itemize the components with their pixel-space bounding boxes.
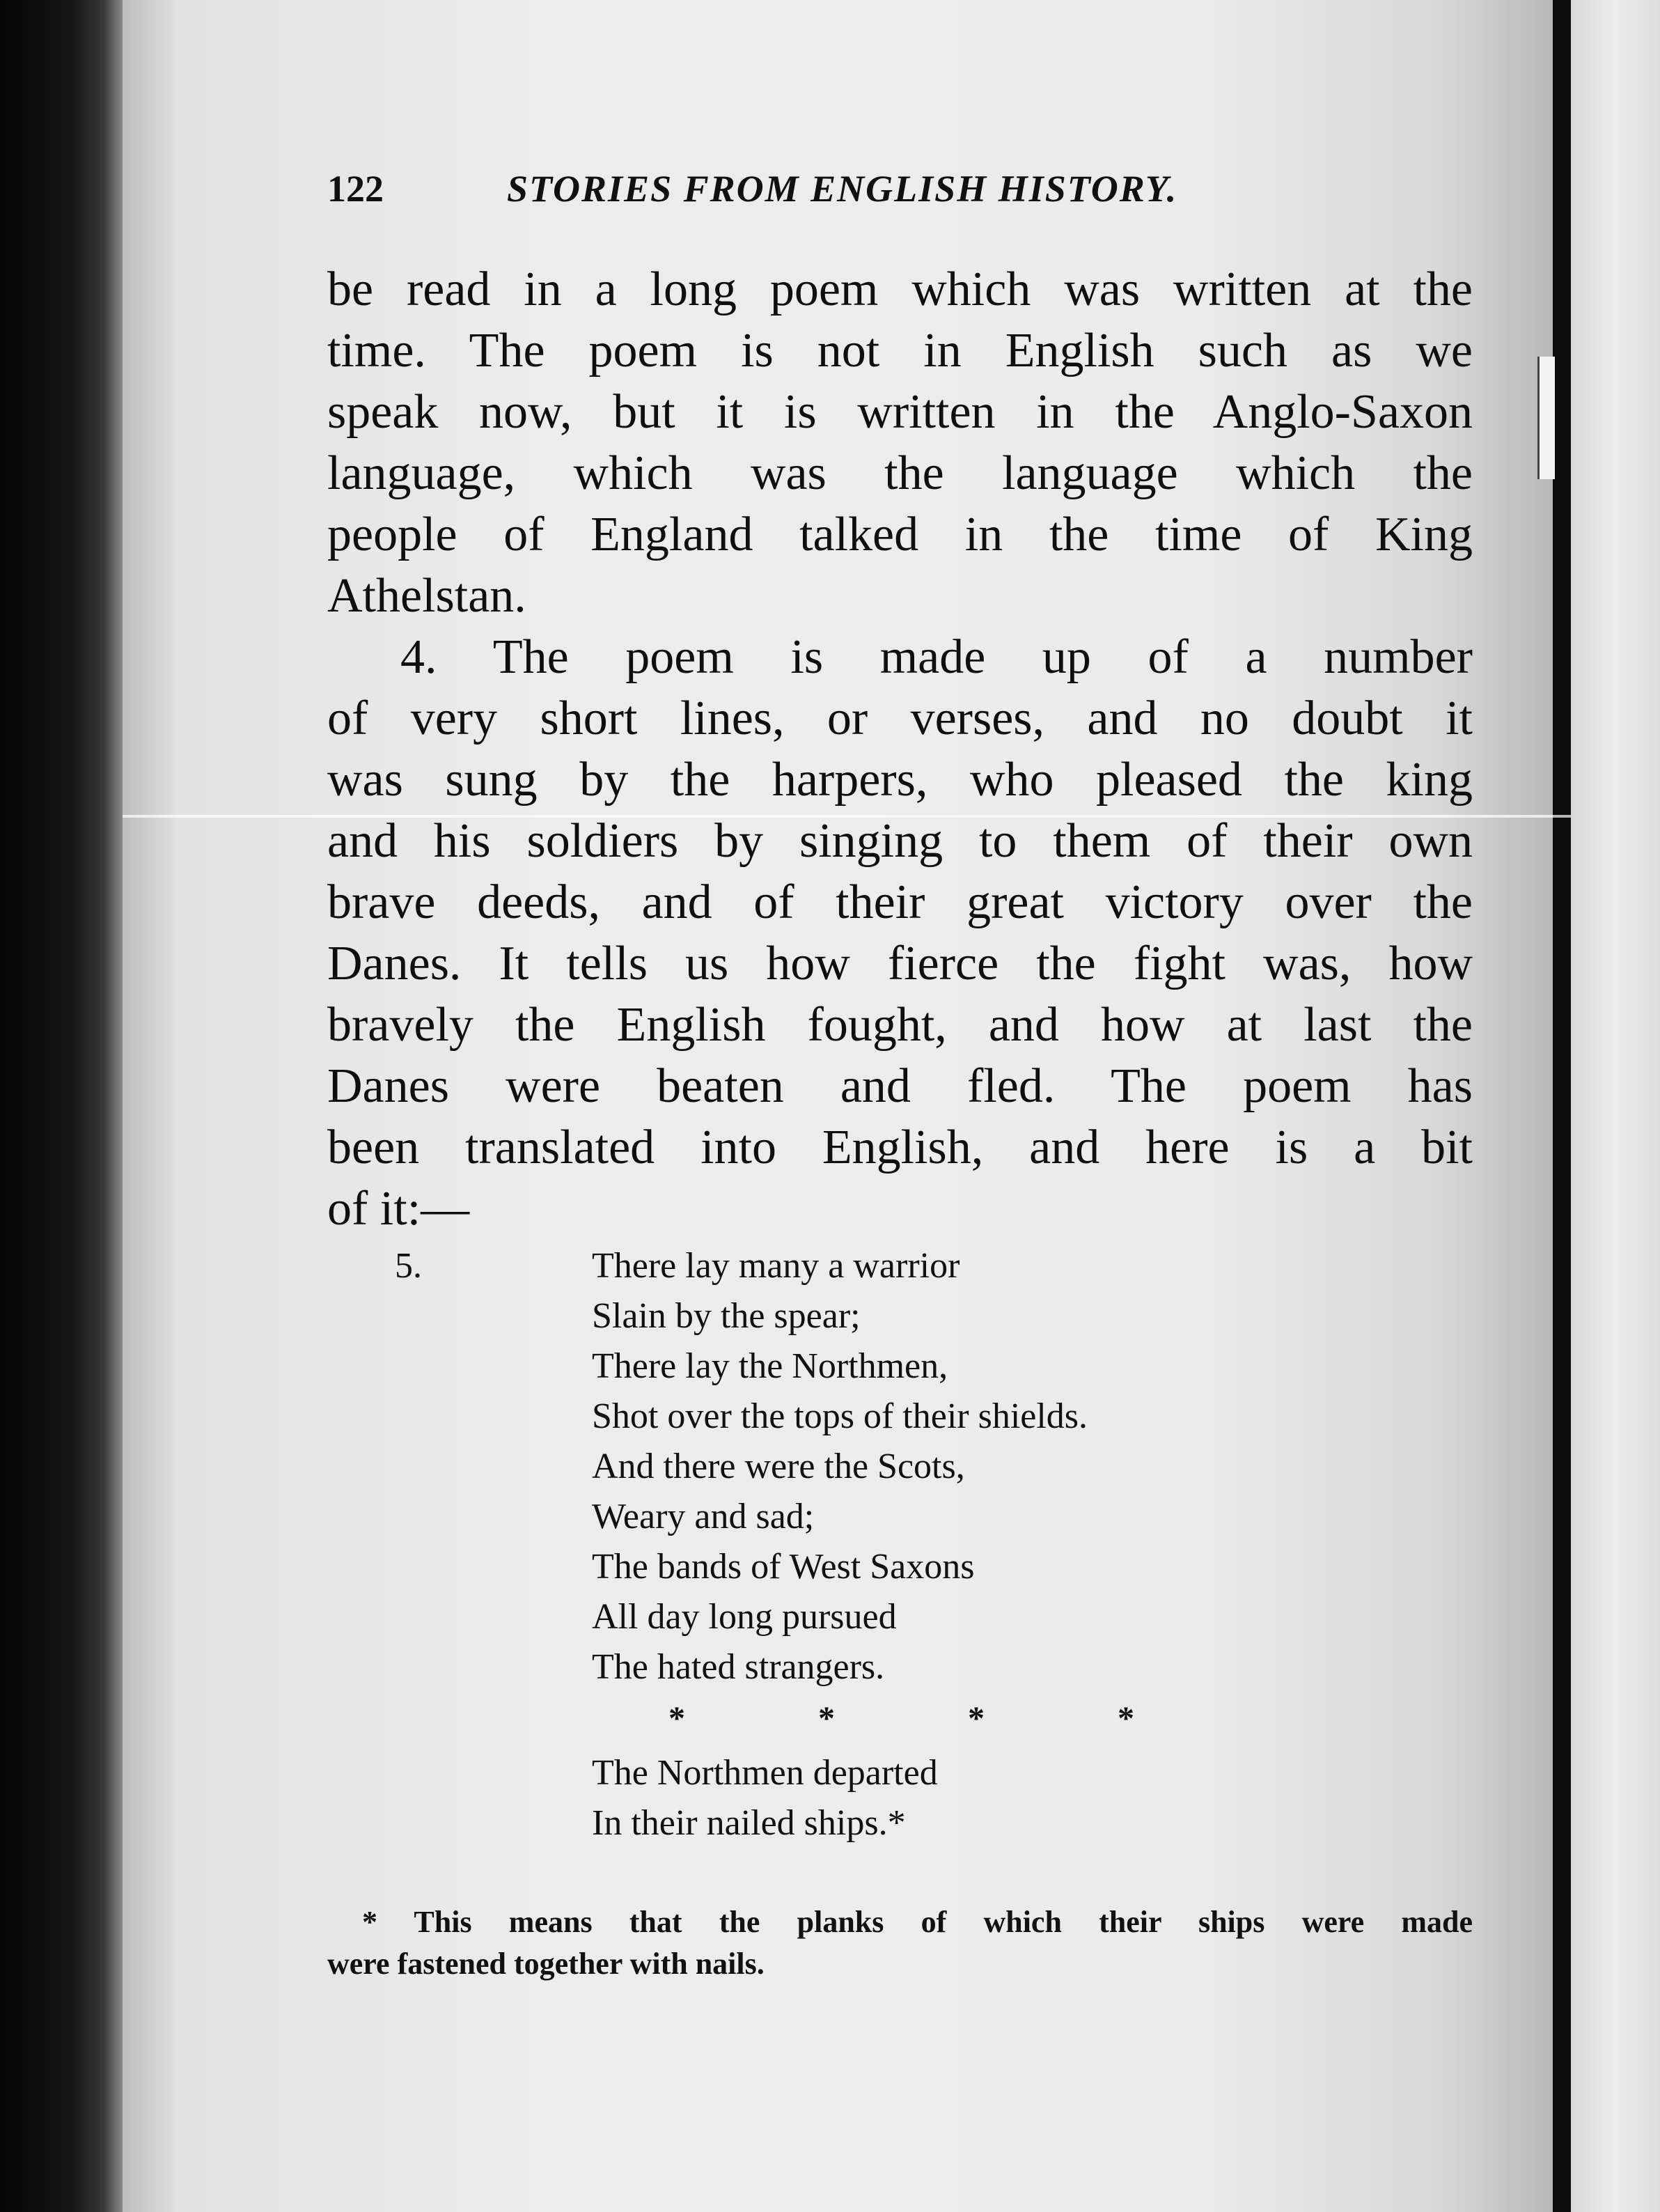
separator-asterisk: * bbox=[818, 1700, 835, 1737]
verse-line: And there were the Scots, bbox=[592, 1447, 965, 1486]
verse-line: In their nailed ships.* bbox=[592, 1803, 906, 1843]
text-line: was sung by the harpers, who pleased the king bbox=[327, 753, 1473, 807]
text-line: of it:— bbox=[327, 1182, 470, 1236]
verse-line: Slain by the spear; bbox=[592, 1296, 861, 1336]
separator-asterisk: * bbox=[1118, 1700, 1134, 1737]
verse-line: Shot over the tops of their shields. bbox=[592, 1396, 1088, 1436]
separator-asterisk: * bbox=[968, 1700, 985, 1737]
page-gutter bbox=[1553, 0, 1571, 2212]
text-line: speak now, but it is written in the Anglo-Saxon bbox=[327, 385, 1473, 439]
torn-paper-edge bbox=[1537, 357, 1555, 479]
verse-line: There lay many a warrior bbox=[592, 1246, 960, 1286]
footnote bbox=[327, 1901, 1473, 1985]
text-line: people of England talked in the time of King bbox=[327, 508, 1473, 561]
verse-line: The bands of West Saxons bbox=[592, 1547, 975, 1587]
text-line: Danes. It tells us how fierce the fight was, how bbox=[327, 937, 1473, 990]
book-binding-shadow bbox=[0, 0, 123, 2212]
footnote-line: * This means that the planks of which their ships were made bbox=[362, 1905, 1473, 1939]
text-line: brave deeds, and of their great victory over the bbox=[327, 875, 1473, 929]
verse-block-after bbox=[592, 1748, 1358, 1848]
text-line: 4. The poem is made up of a number bbox=[400, 630, 1473, 684]
body-text bbox=[327, 259, 1473, 1240]
page-number: 122 bbox=[327, 168, 384, 210]
footnote-line: were fastened together with nails. bbox=[327, 1947, 765, 1981]
separator-asterisk: * bbox=[668, 1700, 685, 1737]
stanza-number: 5. bbox=[395, 1246, 422, 1286]
running-title: STORIES FROM ENGLISH HISTORY. bbox=[507, 168, 1178, 210]
text-line: Athelstan. bbox=[327, 569, 526, 623]
verse-line: The hated strangers. bbox=[592, 1647, 885, 1687]
text-line: and his soldiers by singing to them of their own bbox=[327, 814, 1473, 868]
verse-block bbox=[592, 1241, 1358, 1692]
text-line: bravely the English fought, and how at last the bbox=[327, 998, 1473, 1052]
verse-line: Weary and sad; bbox=[592, 1497, 815, 1536]
text-line: language, which was the language which the bbox=[327, 446, 1473, 500]
text-line: time. The poem is not in English such as we bbox=[327, 324, 1473, 377]
text-line: Danes were beaten and fled. The poem has bbox=[327, 1059, 1473, 1113]
verse-line: There lay the Northmen, bbox=[592, 1346, 948, 1386]
verse-line: All day long pursued bbox=[592, 1597, 897, 1637]
text-line: been translated into English, and here is a bit bbox=[327, 1121, 1473, 1174]
adjacent-page-edge bbox=[1571, 0, 1660, 2212]
running-header bbox=[327, 167, 1302, 216]
text-line: be read in a long poem which was written at the bbox=[327, 263, 1473, 316]
verse-line: The Northmen departed bbox=[592, 1753, 938, 1793]
text-line: of very short lines, or verses, and no doubt it bbox=[327, 692, 1473, 745]
